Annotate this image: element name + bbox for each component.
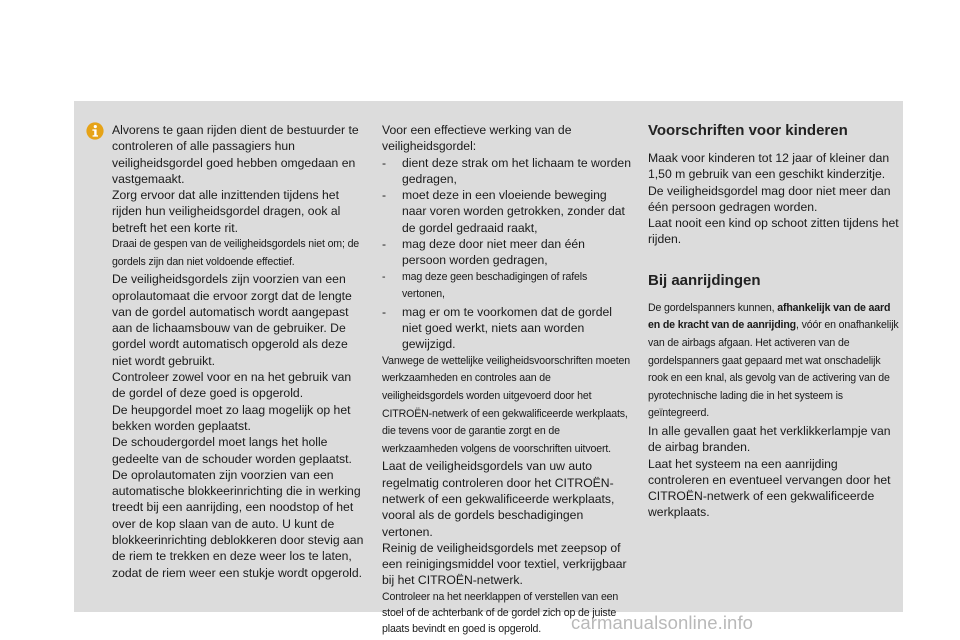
list-item xyxy=(382,155,632,188)
paragraph: De heupgordel moet zo laag mogelijk op het bekken worden geplaatst. xyxy=(112,402,351,433)
paragraph: Laat de veiligheidsgordels van uw auto regelmatig controleren door het CITROËN-netwerk of een gekwalificeerde werkplaats, vooral als de gordels beschadigingen vertonen. xyxy=(382,459,615,539)
heading-collisions: Bij aanrijdingen xyxy=(648,271,761,289)
paragraph: Zorg ervoor dat alle inzittenden tijdens het rijden hun veiligheidsgordel dragen, ook al betreft het een korte rit. xyxy=(112,188,341,235)
paragraph: De schoudergordel moet langs het holle gedeelte van de schouder worden geplaatst. xyxy=(112,435,352,466)
pretensioner-emphasis: afhankelijk van de aard en de kracht van de aanrijding xyxy=(648,301,891,332)
watermark-site: carmanualsonline.info xyxy=(571,612,754,633)
list-item-text: dient deze strak om het lichaam te worden gedragen, xyxy=(402,155,631,186)
paragraph: Alvorens te gaan rijden dient de bestuurder te controleren of alle passagiers hun veiligheidsgordel goed hebben omgedaan en vastgemaakt. xyxy=(112,123,359,186)
intro-text: Voor een effectieve werking van de veiligheidsgordel: xyxy=(382,123,572,154)
paragraph: Draai de gespen van de veiligheidsgordels niet om; de gordels zijn dan niet voldoende effectief. xyxy=(112,238,360,268)
paragraph: Maak voor kinderen tot 12 jaar of kleiner dan 1,50 m gebruik van een geschikt kinderzitje. xyxy=(648,151,890,182)
paragraph: De oprolautomaten zijn voorzien van een automatische blokkeerinrichting die in werking treedt bij een aanrijding, een noodstop of het over de kop slaan van de auto. U kunt de blokkeerinrichting deblokkeren door stevig aan de riem te trekken en deze weer los te laten, zodat de riem weer een stukje wordt opgerold. xyxy=(112,467,364,580)
list-item-text: mag deze door niet meer dan één persoon worden gedragen, xyxy=(402,237,585,268)
list-item xyxy=(382,236,632,269)
column-seatbelt-info xyxy=(112,122,367,581)
list-item-text: moet deze in een vloeiende beweging naar voren worden getrokken, zonder dat de gordel gedraaid raakt, xyxy=(402,188,625,235)
paragraph: Vanwege de wettelijke veiligheidsvoorschriften moeten werkzaamheden en controles aan de veiligheidsgordels worden uitgevoerd door het CITROËN-netwerk of een gekwalificeerde werkplaats, die tevens voor de garantie zorgt en de werkzaamheden volgens de voorschriften uitvoert. xyxy=(382,354,631,455)
paragraph: Reinig de veiligheidsgordels met zeepsop of een reinigingsmiddel voor textiel, verkrijgbaar bij het CITROËN-netwerk. xyxy=(382,540,627,588)
paragraph-pretensioners xyxy=(648,300,900,423)
dash-bullet: - xyxy=(382,237,387,252)
paragraph: Controleer na het neerklappen of verstellen van een stoel of de achterbank of de gordel zich op de juiste plaats bevindt en goed is opgerold. xyxy=(382,590,619,636)
dash-bullet: - xyxy=(382,304,387,319)
paragraph: De veiligheidsgordels zijn voorzien van een oprolautomaat die ervoor zorgt dat de lengte van de gordel automatisch wordt aangepast aan de lichaamsbouw van de gebruiker. De gordel wordt automatisch opgerold als deze niet wordt gebruikt. xyxy=(112,272,352,368)
list-item xyxy=(382,304,632,353)
dash-bullet: - xyxy=(382,188,387,203)
info-icon xyxy=(86,122,104,140)
paragraph: Laat het systeem na een aanrijding controleren en eventueel vervangen door het CITROËN-netwerk of een gekwalificeerde werkplaats. xyxy=(648,456,891,520)
paragraph: In alle gevallen gaat het verklikkerlampje van de airbag branden. xyxy=(648,423,891,455)
paragraph: Controleer zowel voor en na het gebruik van de gordel of deze goed is opgerold. xyxy=(112,370,352,401)
column-seatbelt-usage xyxy=(382,122,632,638)
heading-children: Voorschriften voor kinderen xyxy=(648,122,848,139)
dash-bullet: - xyxy=(382,155,387,170)
paragraph: De veiligheidsgordel mag door niet meer dan één persoon gedragen worden. xyxy=(648,183,891,214)
list-item xyxy=(382,187,632,236)
paragraph: Laat nooit een kind op schoot zitten tijdens het rijden. xyxy=(648,216,899,247)
list-item-text: mag er om te voorkomen dat de gordel niet goed werkt, niets aan worden gewijzigd. xyxy=(402,304,613,352)
column-children-collisions xyxy=(648,122,900,521)
pretensioner-text: , vóór en onafhankelijk van de airbags afgaan. Het activeren van de gordelspanners gaat gepaard met wat onschadelijk rook en een knal, als gevolg van de activering van de pyrotechnische lading die in het systeem is geïntegreerd. xyxy=(648,319,899,420)
dash-bullet: - xyxy=(382,270,386,283)
list-item-text: mag deze geen beschadigingen of rafels vertonen, xyxy=(402,270,588,301)
list-item xyxy=(382,269,632,304)
pretensioner-text: De gordelspanners kunnen, xyxy=(648,301,778,314)
